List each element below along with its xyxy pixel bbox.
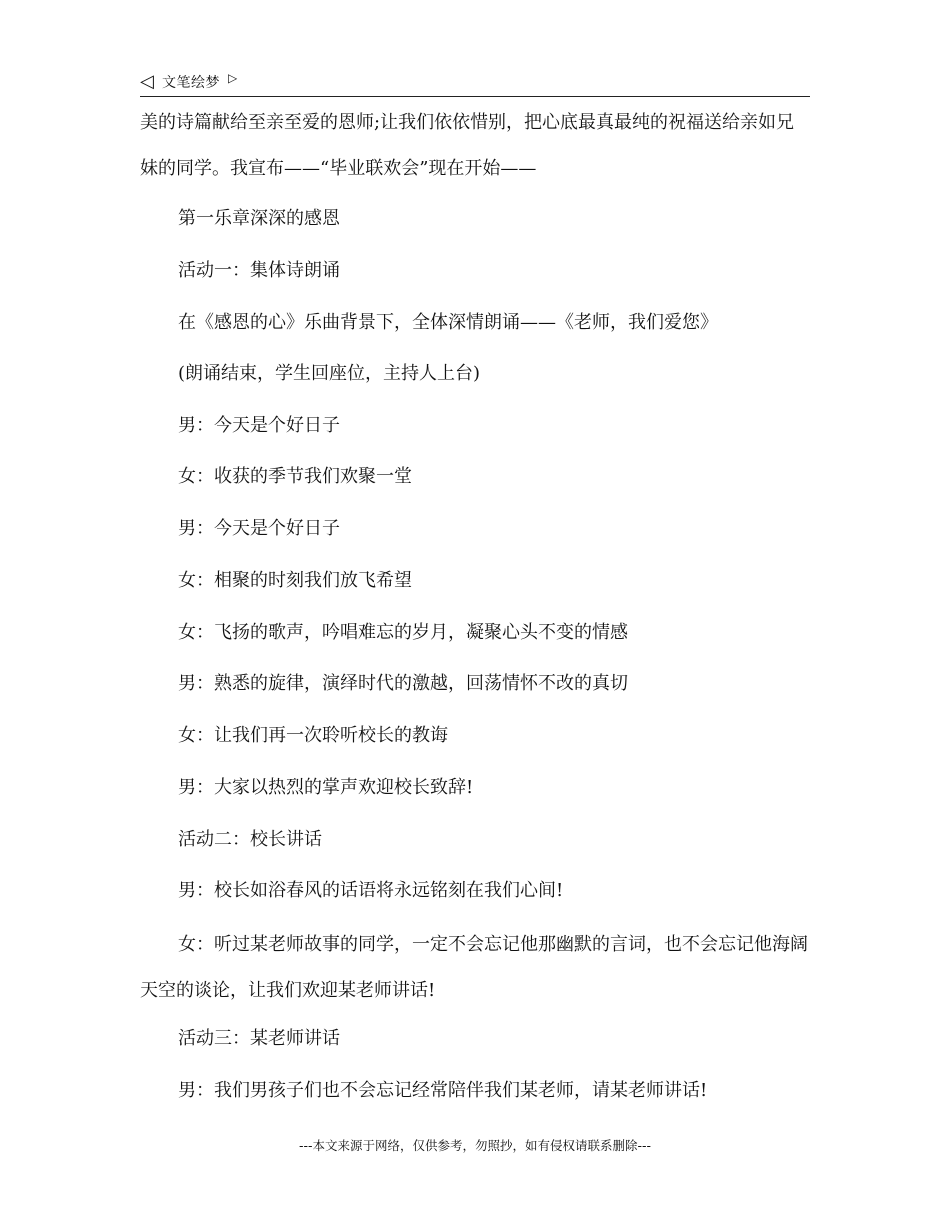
paragraph-dialogue: 女：飞扬的歌声，吟唱难忘的岁月，凝聚心头不变的情感 [178, 622, 628, 643]
page-header [140, 70, 810, 97]
paragraph-dialogue: 男：校长如浴春风的话语将永远铭刻在我们心间! [178, 880, 564, 901]
triangle-left-icon: ◁ [140, 71, 154, 92]
paragraph-dialogue: 女：相聚的时刻我们放飞希望 [178, 570, 412, 591]
paragraph-continuation: 美的诗篇献给至亲至爱的恩师;让我们依依惜别，把心底最真最纯的祝福送给亲如兄妹的同学。我宣布——“毕业联欢会”现在开始—— [140, 112, 795, 179]
paragraph-recitation: 在《感恩的心》乐曲背景下，全体深情朗诵——《老师，我们爱您》 [178, 312, 718, 333]
paragraph-dialogue: 男：我们男孩子们也不会忘记经常陪伴我们某老师，请某老师讲话! [178, 1080, 708, 1101]
paragraph-dialogue: 男：今天是个好日子 [178, 518, 340, 539]
paragraph-dialogue: 男：熟悉的旋律，演绎时代的激越，回荡情怀不改的真切 [178, 673, 628, 694]
paragraph-dialogue: 男：今天是个好日子 [178, 415, 340, 436]
paragraph-activity-2: 活动二：校长讲话 [178, 829, 322, 850]
paragraph-chapter-title: 第一乐章深深的感恩 [178, 208, 340, 229]
paragraph-dialogue: 女：让我们再一次聆听校长的教诲 [178, 725, 448, 746]
paragraph-dialogue-wrapped: 女：听过某老师故事的同学，一定不会忘记他那幽默的言词，也不会忘记他海阔天空的谈论，让我们欢迎某老师讲话! [140, 934, 808, 1001]
page-footer-disclaimer: ---本文来源于网络，仅供参考，勿照抄，如有侵权请联系删除--- [298, 1138, 652, 1153]
brand-label: 文笔绘梦 [162, 75, 220, 91]
paragraph-stage-direction: (朗诵结束，学生回座位，主持人上台) [178, 363, 481, 384]
paragraph-activity-3: 活动三：某老师讲话 [178, 1028, 340, 1049]
paragraph-activity-1: 活动一：集体诗朗诵 [178, 260, 340, 281]
triangle-right-icon: ▷ [228, 71, 238, 85]
paragraph-dialogue: 男：大家以热烈的掌声欢迎校长致辞! [178, 777, 474, 798]
paragraph-dialogue: 女：收获的季节我们欢聚一堂 [178, 466, 412, 487]
